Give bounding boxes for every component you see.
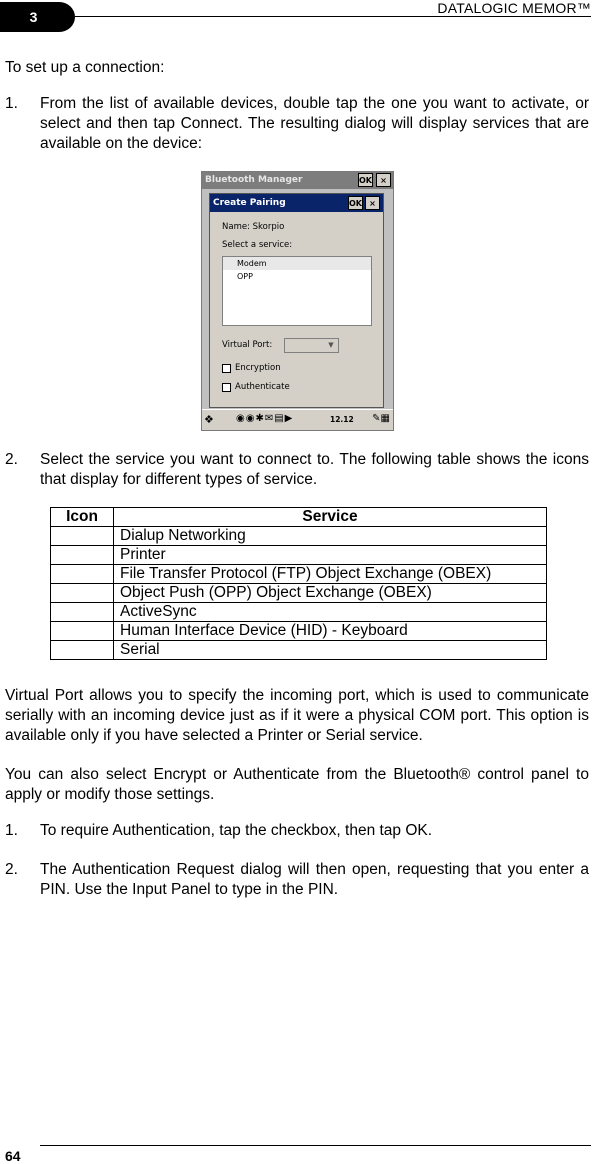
header-title: DATALOGIC MEMOR™ — [437, 0, 591, 16]
step-number: 1. — [5, 95, 18, 112]
step-number: 1. — [5, 822, 18, 839]
start-icon[interactable]: ❖ — [204, 413, 214, 426]
icon-cell — [51, 565, 114, 584]
dialog-close-button[interactable]: × — [365, 196, 380, 210]
header-rule — [75, 16, 591, 17]
virtual-port-select[interactable] — [284, 338, 339, 353]
dialog-title: Create Pairing — [210, 194, 383, 212]
dialog-ok-button[interactable]: OK — [348, 196, 363, 210]
table-row — [51, 546, 547, 565]
create-pairing-dialog — [209, 193, 384, 408]
encrypt-paragraph: You can also select Encrypt or Authenticate from the Bluetooth® control panel to apply or modify those settings. — [5, 766, 589, 803]
service-cell: Human Interface Device (HID) - Keyboard — [114, 622, 547, 641]
icon-cell — [51, 603, 114, 622]
service-cell: File Transfer Protocol (FTP) Object Exchange (OBEX) — [114, 565, 547, 584]
service-cell: Serial — [114, 641, 547, 660]
table-row — [51, 641, 547, 660]
clock: 12.12 — [330, 415, 354, 424]
select-service-label: Select a service: — [222, 240, 293, 250]
icon-column-header: Icon — [51, 508, 114, 527]
outer-close-button[interactable]: × — [376, 173, 391, 187]
service-column-header: Service — [114, 508, 547, 527]
tray-icons[interactable]: ◉◉✱✉▤▶ — [236, 413, 294, 424]
service-icons-table — [50, 507, 547, 660]
auth-step-1 — [5, 821, 589, 841]
taskbar — [202, 409, 393, 430]
icon-cell — [51, 584, 114, 603]
bluetooth-manager-screenshot — [201, 171, 394, 431]
intro-text: To set up a connection: — [5, 59, 165, 76]
step-text: From the list of available devices, double tap the one you want to activate, or select and then tap Connect. The resulting dialog will display services that are available on the device: — [40, 95, 589, 152]
input-panel-icon[interactable]: ✎▦ — [372, 413, 390, 424]
service-item-modem[interactable]: Modem — [223, 257, 371, 270]
service-cell: Dialup Networking — [114, 527, 547, 546]
service-item-opp[interactable]: OPP — [237, 272, 253, 281]
virtual-port-label: Virtual Port: — [222, 340, 273, 350]
encryption-checkbox[interactable] — [222, 364, 231, 373]
authenticate-checkbox[interactable] — [222, 383, 231, 392]
table-header-row — [51, 508, 547, 527]
outer-ok-button[interactable]: OK — [358, 173, 373, 187]
step-text: To require Authentication, tap the checkbox, then tap OK. — [40, 822, 433, 839]
auth-step-2 — [5, 860, 589, 900]
step-text: The Authentication Request dialog will then open, requesting that you enter a PIN. Use the Input Panel to type in the PIN. — [40, 861, 589, 898]
step-1 — [5, 94, 589, 154]
authenticate-label: Authenticate — [235, 382, 290, 392]
step-number: 2. — [5, 451, 18, 468]
outer-window-title: Bluetooth Manager — [202, 172, 393, 189]
table-row — [51, 527, 547, 546]
table-row — [51, 622, 547, 641]
table-row — [51, 565, 547, 584]
table-row — [51, 584, 547, 603]
encryption-label: Encryption — [235, 363, 281, 373]
service-cell: Printer — [114, 546, 547, 565]
page-number: 64 — [5, 1148, 21, 1164]
step-number: 2. — [5, 861, 18, 878]
icon-cell — [51, 641, 114, 660]
chevron-down-icon: ▼ — [328, 341, 334, 349]
chapter-badge: 3 — [0, 2, 75, 32]
table-row — [51, 603, 547, 622]
service-list[interactable] — [222, 256, 372, 326]
footer-rule — [40, 1145, 591, 1146]
step-2 — [5, 450, 589, 490]
step-text: Select the service you want to connect to. The following table shows the icons that display for different types of service. — [40, 451, 589, 488]
icon-cell — [51, 622, 114, 641]
service-cell: ActiveSync — [114, 603, 547, 622]
icon-cell — [51, 527, 114, 546]
device-name-label: Name: Skorpio — [222, 222, 285, 232]
virtual-port-paragraph: Virtual Port allows you to specify the incoming port, which is used to communicate serially with an incoming device just as if it were a physical COM port. This option is available only if you have selected a Printer or Serial service. — [5, 687, 589, 744]
service-cell: Object Push (OPP) Object Exchange (OBEX) — [114, 584, 547, 603]
icon-cell — [51, 546, 114, 565]
